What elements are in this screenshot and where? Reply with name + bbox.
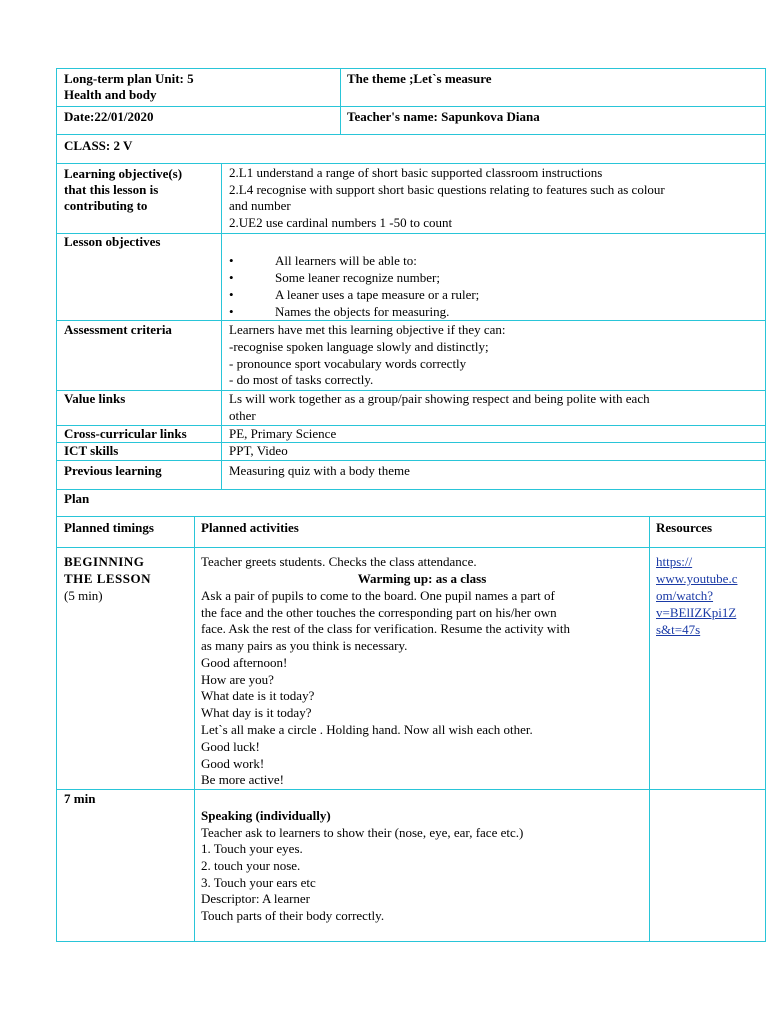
unit-name: Health and body [64,87,157,102]
plan-row-speaking-timing [56,789,195,942]
bullet-icon: • [229,287,234,302]
info-label: Assessment criteria [64,322,172,337]
col-timings-label: Planned timings [64,520,154,535]
info-value-line: Measuring quiz with a body theme [229,463,410,478]
bullet-icon: • [229,270,234,285]
info-value-cell [221,442,766,461]
objective-text: Names the objects for measuring. [275,304,450,319]
info-value-line: other [229,408,256,423]
activity-line: Teacher ask to learners to show their (nose, eye, ear, face etc.) [201,825,524,840]
lesson-date: Date:22/01/2020 [64,109,154,124]
timing-line: (5 min) [64,588,103,603]
link-line: https:// [656,554,693,569]
objective-text: Some leaner recognize number; [275,270,440,285]
col-activities-label: Planned activities [201,520,299,535]
info-value-line: - pronounce sport vocabulary words correctly [229,356,467,371]
link-line: www.youtube.c [656,571,738,586]
activity-line: Teacher greets students. Checks the class attendance. [201,554,477,569]
bullet-icon: • [229,304,234,319]
activity-line: 2. touch your nose. [201,858,301,873]
activity-line: Touch parts of their body correctly. [201,908,385,923]
col-resources-label: Resources [656,520,713,535]
activity-line: as many pairs as you think is necessary. [201,638,408,653]
info-value-line: 2.L1 understand a range of short basic supported classroom instructions [229,165,603,180]
info-label: that this lesson is [64,182,159,197]
objective-text: A leaner uses a tape measure or a ruler; [275,287,480,302]
plan-row-speaking-resources [649,789,766,942]
activity-line: face. Ask the rest of the class for verification. Resume the activity with [201,621,570,636]
info-value-line: PPT, Video [229,443,288,458]
activity-line: How are you? [201,672,274,687]
activity-line: Be more active! [201,772,285,787]
info-label: Lesson objectives [64,234,161,249]
activity-line: Good work! [201,756,265,771]
activity-line: What day is it today? [201,705,312,720]
timing-line: THE LESSON [64,571,152,586]
activity-line: Ask a pair of pupils to come to the board. One pupil names a part of [201,588,555,603]
activity-line: Let`s all make a circle . Holding hand. Now all wish each other. [201,722,533,737]
link-line: v=BElIZKpi1Z [656,605,737,620]
teacher-name: Teacher's name: Sapunkova Diana [347,109,540,124]
bullet-icon: • [229,253,234,268]
info-value-line: and number [229,198,291,213]
info-value-line: 2.UE2 use cardinal numbers 1 -50 to count [229,215,453,230]
info-value-line: Ls will work together as a group/pair showing respect and being polite with each [229,391,650,406]
info-value-line: Learners have met this learning objective if they can: [229,322,506,337]
activity-line: Good afternoon! [201,655,288,670]
plan-title-cell [56,489,766,517]
activity-line: Descriptor: A learner [201,891,311,906]
info-label: ICT skills [64,443,119,458]
info-label: Cross-curricular links [64,426,187,441]
activity-line: the face and the other touches the corresponding part on his/her own [201,605,557,620]
unit-label: Long-term plan Unit: 5 [64,71,194,86]
link-line: s&t=47s [656,622,701,637]
activity-heading: Speaking (individually) [201,808,331,823]
class-cell [56,134,766,164]
activity-heading: Warming up: as a class [357,571,487,586]
activity-line: What date is it today? [201,688,315,703]
info-label: Value links [64,391,126,406]
info-label: Previous learning [64,463,162,478]
youtube-link[interactable] [656,554,762,640]
activity-line: Good luck! [201,739,260,754]
lesson-theme: The theme ;Let`s measure [347,71,492,86]
info-value-line: PE, Primary Science [229,426,337,441]
info-label: contributing to [64,198,148,213]
plan-title: Plan [64,491,90,506]
activity-line: 3. Touch your ears etc [201,875,316,890]
timing-line: BEGINNING [64,554,145,569]
info-label: Learning objective(s) [64,166,183,181]
info-value-line: 2.L4 recognise with support short basic questions relating to features such as colour [229,182,665,197]
info-value-line: -recognise spoken language slowly and distinctly; [229,339,489,354]
objective-text: All learners will be able to: [275,253,417,268]
info-value-line: - do most of tasks correctly. [229,372,374,387]
link-line: om/watch? [656,588,714,603]
timing-line: 7 min [64,791,96,806]
class-name: CLASS: 2 V [64,138,133,153]
activity-line: 1. Touch your eyes. [201,841,303,856]
